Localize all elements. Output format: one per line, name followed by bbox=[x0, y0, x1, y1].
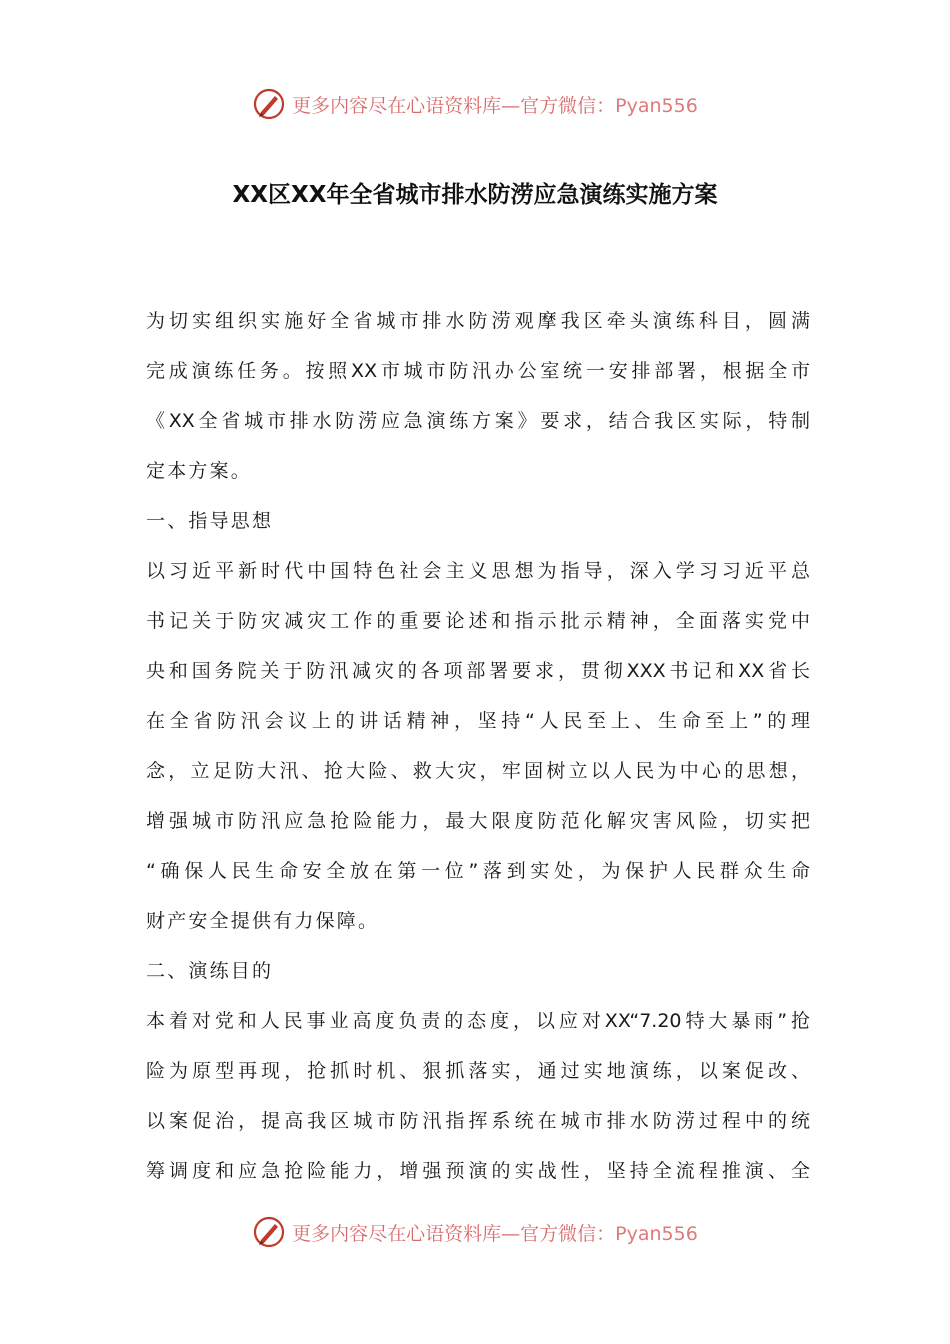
text-line: 完成演练任务。按照XX市城市防汛办公室统一安排部署，根据全市 bbox=[146, 360, 810, 382]
pen-logo-icon bbox=[252, 1215, 286, 1249]
watermark-text: 更多内容尽在心语资料库—官方微信： bbox=[292, 1222, 616, 1245]
watermark-text: 更多内容尽在心语资料库—官方微信： bbox=[292, 94, 616, 117]
text-line: 在全省防汛会议上的讲话精神，坚持“人民至上、生命至上”的理 bbox=[146, 710, 810, 732]
header-watermark bbox=[0, 84, 950, 124]
footer-watermark bbox=[0, 1212, 950, 1252]
document-body bbox=[146, 296, 810, 1196]
text-line: 定本方案。 bbox=[146, 460, 253, 482]
text-line: “确保人民生命安全放在第一位”落到实处，为保护人民群众生命 bbox=[146, 860, 810, 882]
text-line: 以习近平新时代中国特色社会主义思想为指导，深入学习习近平总 bbox=[146, 560, 810, 582]
section-heading: 一、指导思想 bbox=[146, 510, 274, 532]
text-line: 增强城市防汛应急抢险能力，最大限度防范化解灾害风险，切实把 bbox=[146, 810, 810, 832]
text-line: 书记关于防灾减灾工作的重要论述和指示批示精神，全面落实党中 bbox=[146, 610, 810, 632]
watermark-contact: Pyan556 bbox=[615, 1222, 698, 1245]
pen-logo-icon bbox=[252, 87, 286, 121]
page-title: XX区XX年全省城市排水防涝应急演练实施方案 bbox=[232, 182, 718, 208]
text-line: 《XX全省城市排水防涝应急演练方案》要求，结合我区实际，特制 bbox=[146, 410, 810, 432]
text-line: 筹调度和应急抢险能力，增强预演的实战性，坚持全流程推演、全 bbox=[146, 1160, 810, 1182]
text-line: 以案促治，提高我区城市防汛指挥系统在城市排水防涝过程中的统 bbox=[146, 1110, 810, 1132]
text-line: 财产安全提供有力保障。 bbox=[146, 910, 380, 932]
section-heading: 二、演练目的 bbox=[146, 960, 274, 982]
text-line: 险为原型再现，抢抓时机、狠抓落实，通过实地演练，以案促改、 bbox=[146, 1060, 810, 1082]
text-line: 念，立足防大汛、抢大险、救大灾，牢固树立以人民为中心的思想， bbox=[146, 760, 810, 782]
text-line: 本着对党和人民事业高度负责的态度，以应对XX“7.20特大暴雨”抢 bbox=[146, 1010, 810, 1032]
text-line: 为切实组织实施好全省城市排水防涝观摩我区牵头演练科目，圆满 bbox=[146, 310, 810, 332]
text-line: 央和国务院关于防汛减灾的各项部署要求，贯彻XXX书记和XX省长 bbox=[146, 660, 810, 682]
watermark-contact: Pyan556 bbox=[615, 94, 698, 117]
